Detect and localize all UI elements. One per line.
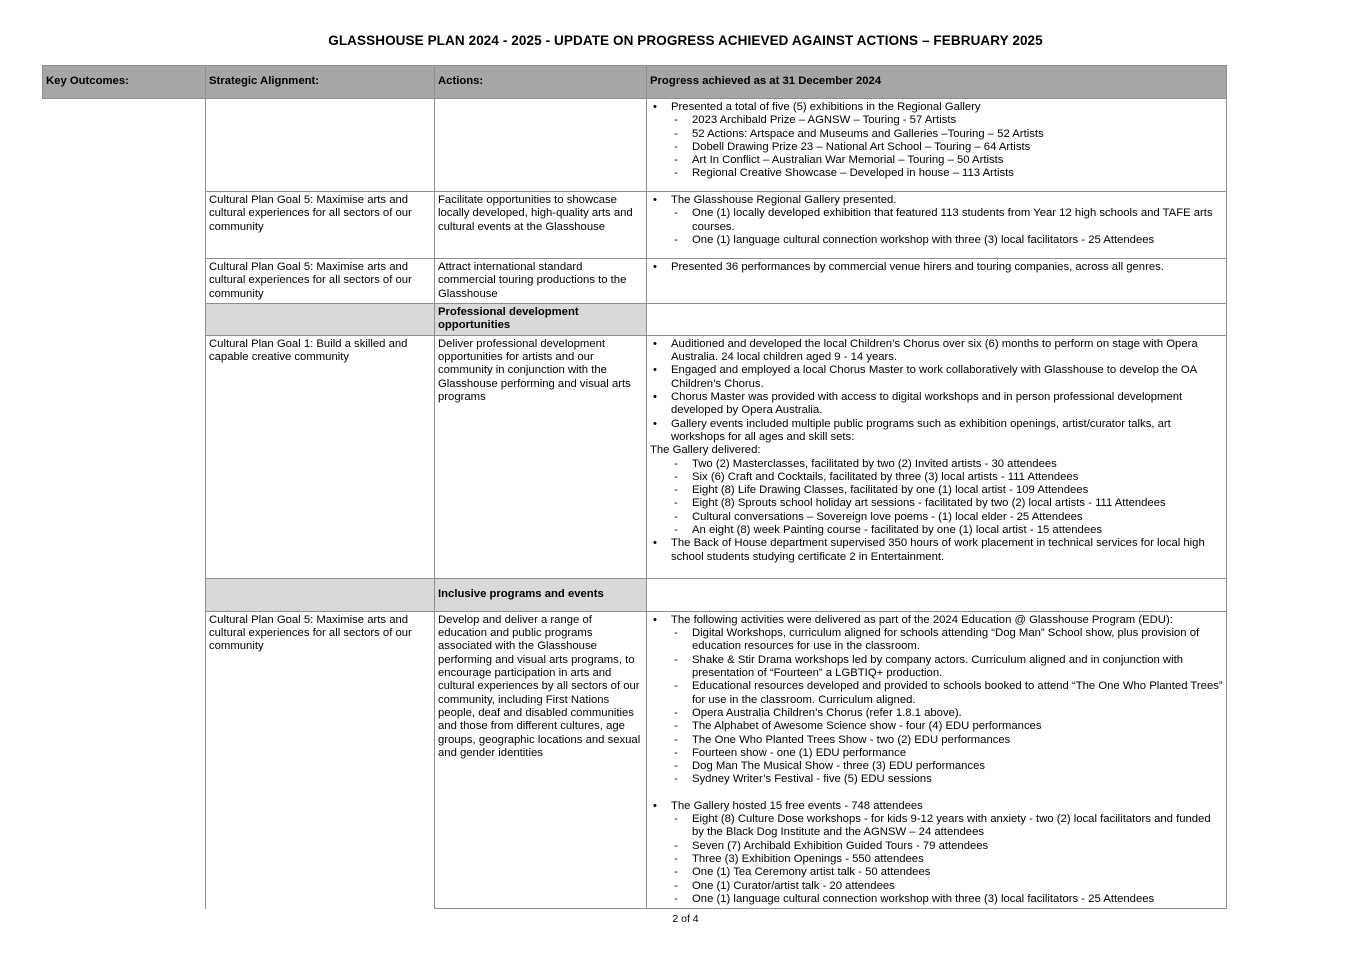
list-item: - Art In Conflict – Australian War Memorial – Touring – 50 Artists [650,154,1223,167]
list-item: - One (1) Curator/artist talk - 20 attendees [650,880,1223,893]
progress-bullet: • The Back of House department supervised 350 hours of work placement in technical services for local high school students studying certificate 2 in Entertainment. [650,537,1223,564]
section-row [43,303,1227,335]
progress-cell [647,259,1227,304]
key-outcome-cell [43,259,206,304]
table-row [43,259,1227,304]
gallery-intro: The Gallery delivered: [650,444,761,457]
progress-bullet: • Auditioned and developed the local Children’s Chorus over six (6) months to perform on stage with Opera Australia. 24 local children aged 9 - 14 years. [650,338,1223,365]
list-item: - 2023 Archibald Prize – AGNSW – Touring - 57 Artists [650,114,1223,127]
list-item: - Cultural conversations – Sovereign love poems - (1) local elder - 25 Attendees [650,511,1223,524]
header-strategic-alignment: Strategic Alignment: [206,66,435,99]
list-item: - Two (2) Masterclasses, facilitated by two (2) Invited artists - 30 attendees [650,458,1223,471]
progress-cell [647,578,1227,611]
list-item: - Shake & Stir Drama workshops led by company actors. Curriculum aligned and in conjunction with presentation of “Fourteen” a LGBTIQ+ production. [650,654,1223,681]
table-row [43,335,1227,578]
list-item: - One (1) language cultural connection workshop with three (3) local facilitators - 25 Attendees [650,234,1223,247]
key-outcome-cell [43,611,206,908]
action-cell [435,99,647,192]
list-item: - Digital Workshops, curriculum aligned for schools attending “Dog Man” School show, plus provision of education resources for use in the classroom. [650,627,1223,654]
alignment-cell: Cultural Plan Goal 5: Maximise arts and cultural experiences for all sectors of our community [206,192,435,259]
key-outcome-cell [43,192,206,259]
progress-cell [647,303,1227,335]
alignment-cell [206,99,435,192]
alignment-cell [206,578,435,611]
alignment-cell [206,303,435,335]
progress-cell [647,99,1227,192]
list-item: - Eight (8) Sprouts school holiday art sessions - facilitated by two (2) local artists - 111 Attendees [650,497,1223,510]
list-item: - One (1) language cultural connection workshop with three (3) local facilitators - 25 Attendees [650,893,1223,906]
list-item: - One (1) locally developed exhibition that featured 113 students from Year 12 high schools and TAFE arts courses. [650,207,1223,234]
table-header-row [43,66,1227,99]
list-item: - Seven (7) Archibald Exhibition Guided Tours - 79 attendees [650,840,1223,853]
list-item: - Dobell Drawing Prize 23 – National Art School – Touring – 64 Artists [650,141,1223,154]
header-progress: Progress achieved as at 31 December 2024 [647,66,1227,99]
progress-cell [647,192,1227,259]
alignment-cell: Cultural Plan Goal 5: Maximise arts and cultural experiences for all sectors of our community [206,259,435,304]
list-item: - 52 Actions: Artspace and Museums and Galleries –Touring – 52 Artists [650,128,1223,141]
action-cell: Deliver professional development opportunities for artists and our community in conjunction with the Glasshouse performing and visual arts programs [435,335,647,578]
table-row [43,99,1227,192]
list-item: - Fourteen show - one (1) EDU performance [650,747,1223,760]
progress-cell [647,611,1227,908]
list-item: - The Alphabet of Awesome Science show - four (4) EDU performances [650,720,1223,733]
progress-bullet: • The following activities were delivered as part of the 2024 Education @ Glasshouse Program (EDU): [650,614,1223,627]
list-item: - One (1) Tea Ceremony artist talk - 50 attendees [650,866,1223,879]
action-cell: Develop and deliver a range of education and public programs associated with the Glasshouse performing and visual arts programs, to encourage participation in arts and cultural experiences by all sectors of our community, including First Nations people, deaf and disabled communities and those from different cultures, age groups, geographic locations and sexual and gender identities [435,611,647,908]
list-item: - Opera Australia Children’s Chorus (refer 1.8.1 above). [650,707,1223,720]
key-outcome-cell [43,99,206,192]
page-number: 2 of 4 [672,913,699,925]
alignment-cell: Cultural Plan Goal 1: Build a skilled and capable creative community [206,335,435,578]
header-key-outcomes: Key Outcomes: [43,66,206,99]
key-outcome-cell [43,578,206,611]
list-item: - Eight (8) Culture Dose workshops - for kids 9-12 years with anxiety - two (2) local facilitators and funded by the Black Dog Institute and the AGNSW – 24 attendees [650,813,1223,840]
list-item: - Regional Creative Showcase – Developed in house – 113 Artists [650,167,1223,180]
progress-bullet: • Gallery events included multiple public programs such as exhibition openings, artist/curator talks, art workshops for all ages and skill sets: [650,418,1223,445]
progress-bullet: • Chorus Master was provided with access to digital workshops and in person professional development developed by Opera Australia. [650,391,1223,418]
list-item: - Sydney Writer’s Festival - five (5) EDU sessions [650,773,1223,786]
list-item: - Three (3) Exhibition Openings - 550 attendees [650,853,1223,866]
section-row [43,578,1227,611]
alignment-cell: Cultural Plan Goal 5: Maximise arts and cultural experiences for all sectors of our community [206,611,435,908]
section-heading: Inclusive programs and events [435,578,647,611]
progress-bullet: • Presented a total of five (5) exhibitions in the Regional Gallery [650,101,1223,114]
list-item: - Six (6) Craft and Cocktails, facilitated by three (3) local artists - 111 Attendees [650,471,1223,484]
section-heading: Professional development opportunities [435,303,647,335]
list-item: - Educational resources developed and provided to schools booked to attend “The One Who Planted Trees” for use in the classroom. Curriculum aligned. [650,680,1223,707]
action-cell: Attract international standard commercial touring productions to the Glasshouse [435,259,647,304]
progress-table [42,65,1227,909]
key-outcome-cell [43,303,206,335]
progress-bullet: • The Glasshouse Regional Gallery presented. [650,194,1223,207]
list-item: - Eight (8) Life Drawing Classes, facilitated by one (1) local artist - 109 Attendees [650,484,1223,497]
table-row [43,192,1227,259]
progress-bullet: • The Gallery hosted 15 free events - 748 attendees [650,800,1223,813]
table-row [43,611,1227,908]
progress-bullet: • Presented 36 performances by commercial venue hirers and touring companies, across all genres. [650,261,1223,274]
progress-bullet: • Engaged and employed a local Chorus Master to work collaboratively with Glasshouse to develop the OA Children’s Chorus. [650,364,1223,391]
key-outcome-cell [43,335,206,578]
document-title: GLASSHOUSE PLAN 2024 - 2025 - UPDATE ON PROGRESS ACHIEVED AGAINST ACTIONS – FEBRUARY 2025 [328,33,1043,48]
list-item: - An eight (8) week Painting course - facilitated by one (1) local artist - 15 attendees [650,524,1223,537]
list-item: - Dog Man The Musical Show - three (3) EDU performances [650,760,1223,773]
list-item: - The One Who Planted Trees Show - two (2) EDU performances [650,734,1223,747]
progress-cell [647,335,1227,578]
action-cell: Facilitate opportunities to showcase locally developed, high-quality arts and cultural events at the Glasshouse [435,192,647,259]
header-actions: Actions: [435,66,647,99]
